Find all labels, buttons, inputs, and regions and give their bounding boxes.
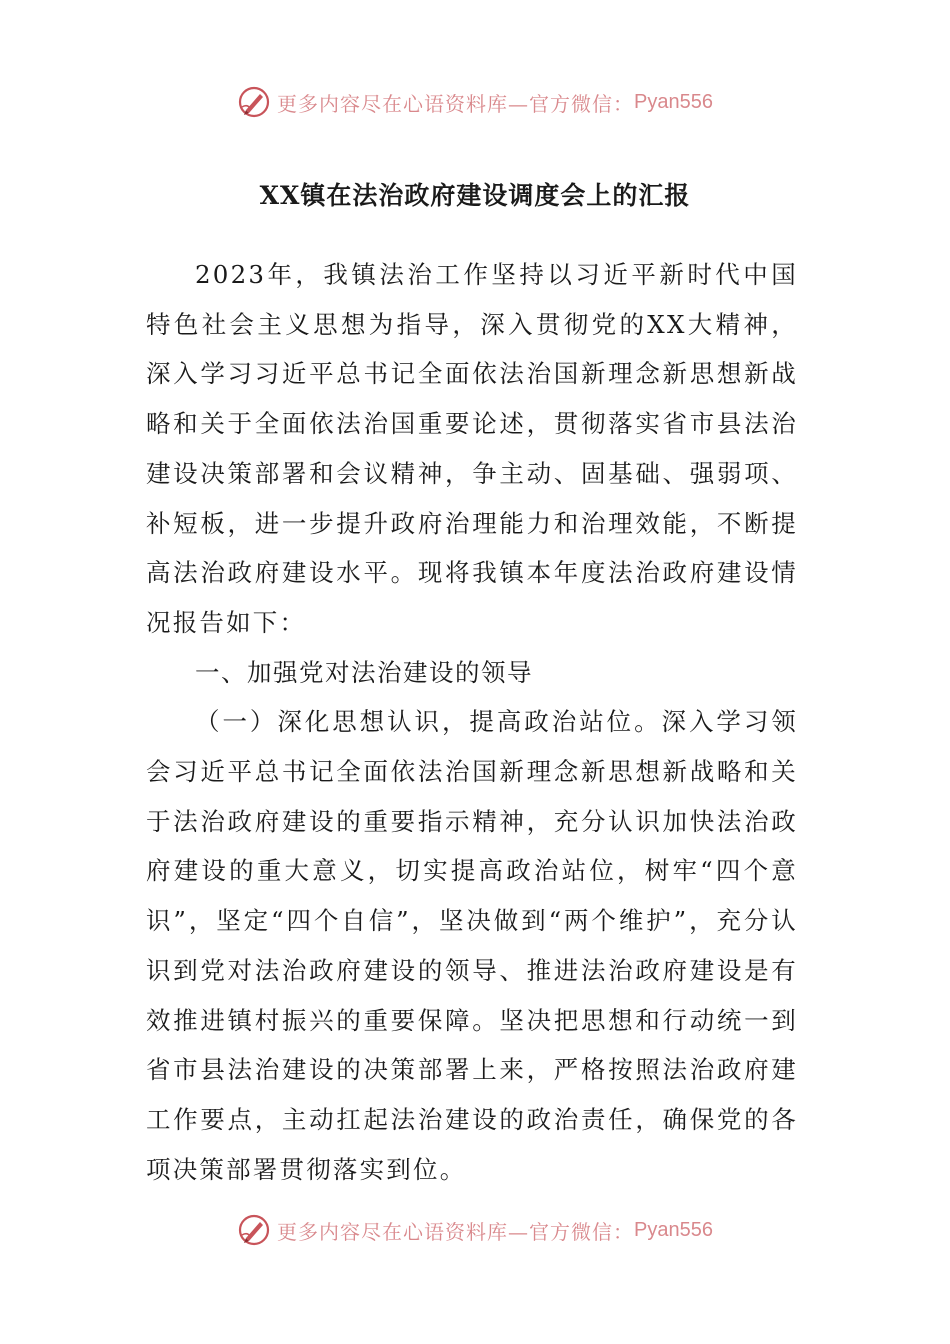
watermark-wechat-id: Pyan556 <box>634 90 713 113</box>
watermark-footer <box>0 1210 950 1250</box>
pen-logo-icon <box>237 85 271 119</box>
document-title: XX镇在法治政府建设调度会上的汇报 <box>259 181 691 210</box>
section-heading-1: 一、加强党对法治建设的领导 <box>195 657 533 687</box>
document-body <box>146 250 798 1194</box>
paragraph-intro: 2023年，我镇法治工作坚持以习近平新时代中国特色社会主义思想为指导，深入贯彻党的XX大精神，深入学习习近平总书记全面依法治国新理念新思想新战略和关于全面依法治国重要论述，贯彻落实省市县法治建设决策部署和会议精神，争主动、固基础、强弱项、补短板，进一步提升政府治理能力和治理效能，不断提高法治政府建设水平。现将我镇本年度法治政府建设情况报告如下： <box>146 260 798 637</box>
watermark-header <box>0 82 950 122</box>
watermark-wechat-id: Pyan556 <box>634 1218 713 1241</box>
paragraph-1-1: （一）深化思想认识，提高政治站位。深入学习领会习近平总书记全面依法治国新理念新思想新战略和关于法治政府建设的重要指示精神，充分认识加快法治政府建设的重大意义，切实提高政治站位，树牢“四个意识”，坚定“四个自信”，坚决做到“两个维护”，充分认识到党对法治政府建设的领导、推进法治政府建设是有效推进镇村振兴的重要保障。坚决把思想和行动统一到省市县法治建设的决策部署上来，严格按照法治政府建工作要点，主动扛起法治建设的政治责任，确保党的各项决策部署贯彻落实到位。 <box>146 707 798 1184</box>
watermark-text: 更多内容尽在心语资料库—官方微信： <box>277 1219 635 1244</box>
pen-logo-icon <box>237 1213 271 1247</box>
watermark-text: 更多内容尽在心语资料库—官方微信： <box>277 91 635 116</box>
